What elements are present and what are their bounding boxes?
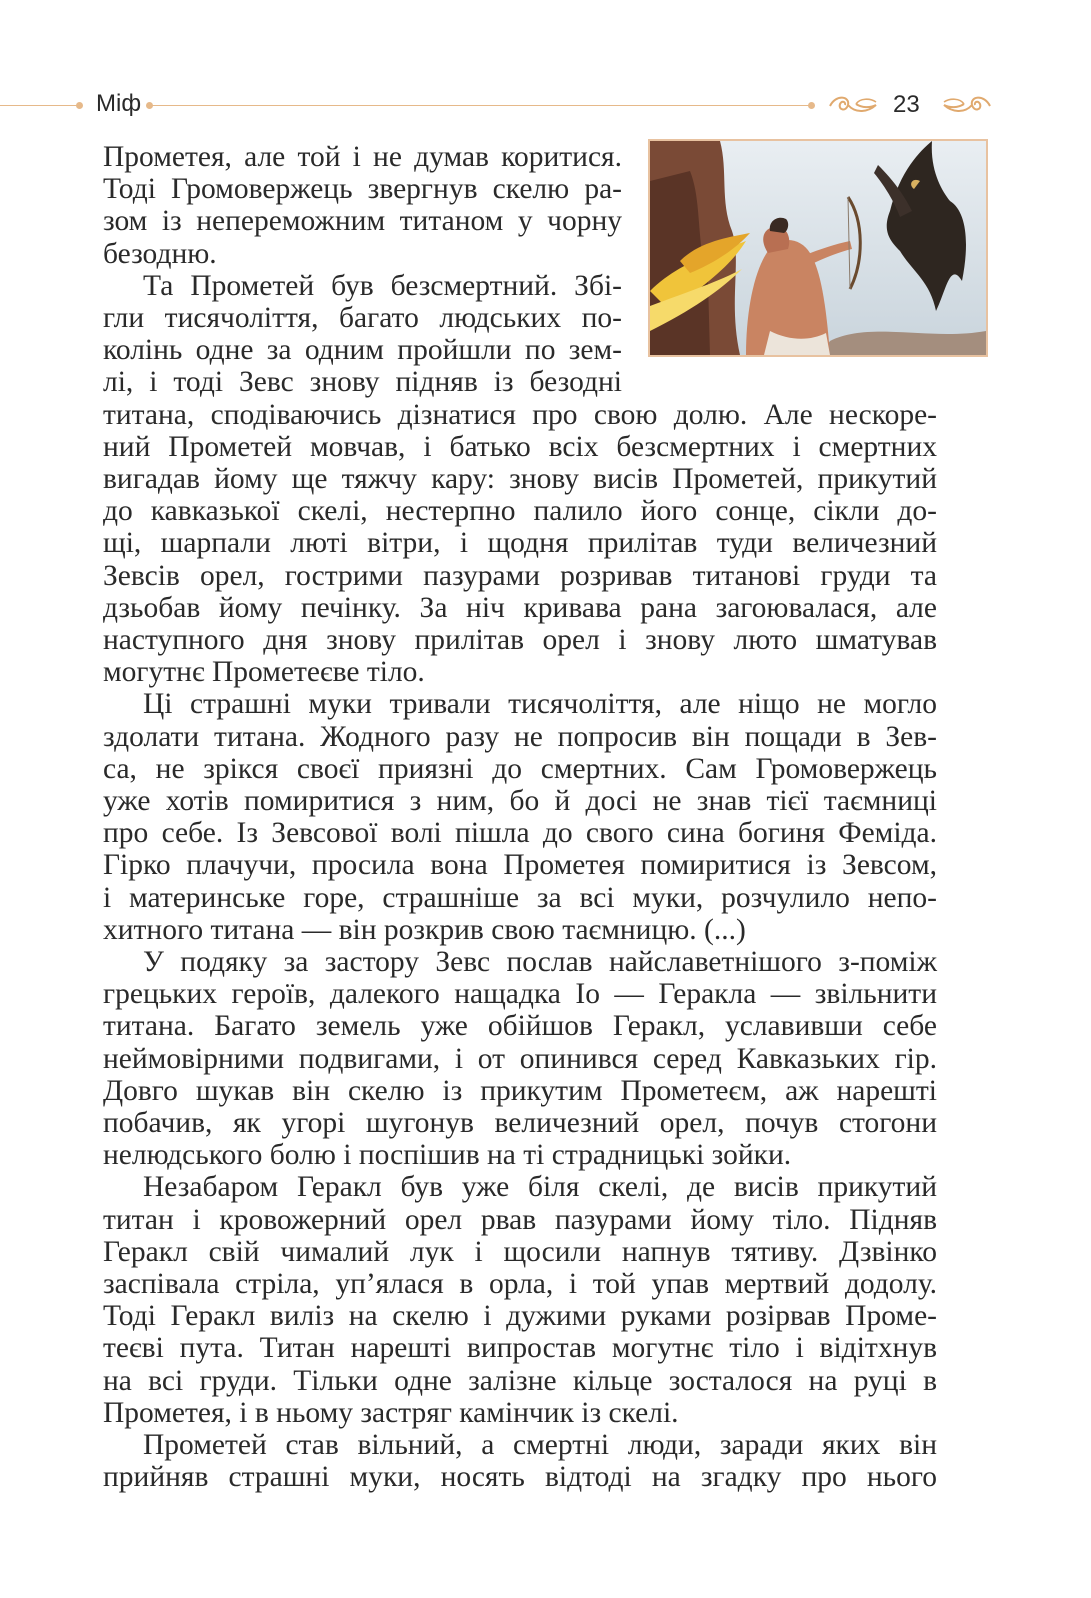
text-line: побачив, як угорі шугонув величезний орел, почув стогони: [103, 1107, 937, 1140]
text-line: лі, і тоді Зевс знову підняв із безодні: [103, 366, 622, 399]
text-line: дзьобав йому печінку. За ніч кривава рана загоювалася, але: [103, 591, 937, 624]
header-rule-dot: [808, 102, 815, 109]
section-title: Міф: [96, 90, 142, 117]
page-number: 23: [893, 91, 920, 118]
text-line: са, не зрікся своєї приязні до смертних. Сам Громовержець: [103, 752, 937, 785]
text-line: ний Прометей мовчав, і батько всіх безсмертних і смертних: [103, 430, 937, 463]
text-line: Гірко плачучи, просила вона Прометея помиритися із Зевсом,: [103, 849, 937, 882]
text-line: титана, сподіваючись дізнатися про свою долю. Але нескоре-: [103, 398, 937, 431]
text-line: Тоді Геракл виліз на скелю і дужими руками розірвав Проме-: [103, 1300, 937, 1333]
text-line: Зевсів орел, гострими пазурами розривав титанові груди та: [103, 559, 937, 592]
text-line: наступного дня знову прилітав орел і знову люто шматував: [103, 624, 937, 657]
text-line: щі, шарпали люті вітри, і щодня прилітав туди величезний: [103, 527, 937, 560]
text-line: Та Прометей був безсмертний. Збі-: [143, 269, 622, 302]
scroll-ornament-icon: [938, 92, 994, 118]
prometheus-eagle-illustration-icon: [650, 141, 986, 355]
text-line: У подяку за застору Зевс послав найславетнішого з-поміж: [143, 946, 937, 979]
text-line: Тоді Громовержець звергнув скелю ра-: [103, 173, 622, 206]
paragraph-text-main: [103, 399, 937, 1494]
text-line: про себе. Із Зевсової волі пішла до свого сина богиня Феміда.: [103, 817, 937, 850]
text-line: на всі груди. Тільки одне залізне кільце зосталося на руці в: [103, 1364, 937, 1397]
text-line: уже хотів помиритися з ним, бо й досі не знав тієї таємниці: [103, 785, 937, 818]
text-line: Прометея, і в ньому застряг камінчик із скелі.: [103, 1396, 679, 1429]
text-line: Прометея, але той і не думав коритися.: [103, 141, 622, 173]
paragraph-text-top: [103, 141, 622, 399]
header-rule-dot: [76, 102, 83, 109]
text-line: заспівала стріла, уп’ялася в орла, і той упав мертвий додолу.: [103, 1268, 937, 1301]
header-rule-middle: [150, 105, 810, 106]
page-header: [0, 88, 1091, 124]
text-line: Незабаром Геракл був уже біля скелі, де висів прикутий: [143, 1171, 937, 1204]
text-line: безодню.: [103, 237, 217, 270]
scroll-ornament-icon: [826, 92, 882, 118]
text-line: Геракл свій чималий лук і щосили напнув тятиву. Дзвінко: [103, 1235, 937, 1268]
text-line: Довго шукав він скелю із прикутим Прометеєм, аж нарешті: [103, 1074, 937, 1107]
text-line: здолати титана. Жодного разу не попросив він пощади в Зев-: [103, 720, 937, 753]
text-line: грецьких героїв, далекого нащадка Іо — Геракла — звільнити: [103, 978, 937, 1011]
text-line: титана. Багато земель уже обійшов Геракл, уславивши себе: [103, 1010, 937, 1043]
text-line: Прометей став вільний, а смертні люди, заради яких він: [143, 1429, 937, 1462]
text-line: колінь одне за одним пройшли по зем-: [103, 334, 622, 367]
text-line: і материнське горе, страшніше за всі муки, розчулило непо-: [103, 881, 937, 914]
text-line: могутнє Прометеєве тіло.: [103, 656, 425, 689]
illustration-prometheus-eagle: [648, 139, 988, 357]
text-line: вигадав йому ще тяжчу кару: знову висів Прометей, прикутий: [103, 463, 937, 495]
text-line: Ці страшні муки тривали тисячоліття, але ніщо не могло: [143, 688, 937, 721]
text-line: нелюдського болю і поспішив на ті страдницькі зойки.: [103, 1139, 792, 1172]
text-line: гли тисячоліття, багато людських по-: [103, 302, 622, 335]
text-line: неймовірними подвигами, і от опинився серед Кавказьких гір.: [103, 1042, 937, 1075]
text-line: хитного титана — він розкрив свою таємницю. (...): [103, 913, 746, 946]
header-rule-left: [0, 105, 78, 106]
text-line: зом із непереможним титаном у чорну: [103, 205, 622, 238]
text-line: прийняв страшні муки, носять відтоді на згадку про нього: [103, 1461, 937, 1494]
text-line: титан і кровожерний орел рвав пазурами йому тіло. Підняв: [103, 1203, 937, 1236]
text-line: до кавказької скелі, нестерпно палило його сонце, сікли до-: [103, 495, 937, 528]
text-line: теєві пута. Титан нарешті випростав могутнє тіло і відітхнув: [103, 1332, 937, 1365]
